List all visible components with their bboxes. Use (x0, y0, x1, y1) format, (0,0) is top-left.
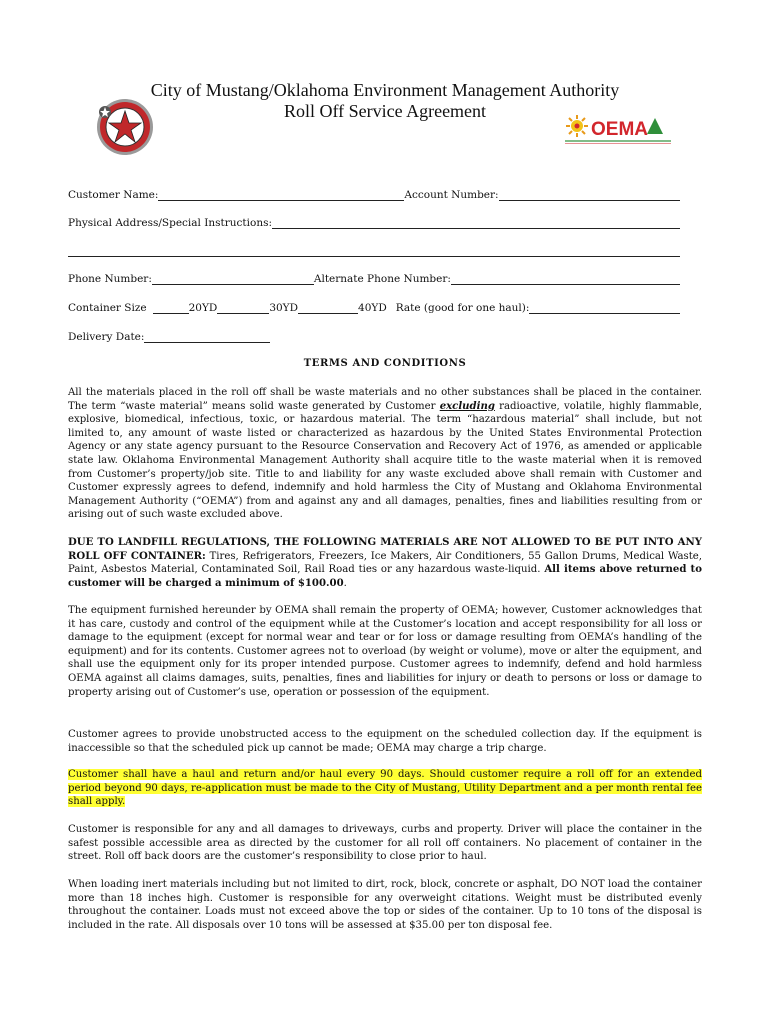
p2-bold-2: All items above returned to customer will be charged a minimum of $100.00 (68, 563, 702, 589)
oema-logo-icon (563, 113, 673, 147)
p1-excluding: excluding (439, 399, 495, 412)
size-40-field[interactable] (298, 301, 358, 314)
customer-name-field[interactable] (158, 188, 404, 201)
p2-bold: DUE TO LANDFILL REGULATIONS, THE FOLLOWING MATERIALS ARE NOT ALLOWED TO BE PUT INTO ANY ROLL OFF CONTAINER: (68, 536, 702, 562)
phone-field[interactable] (152, 272, 314, 285)
account-number-label: Account Number: (404, 189, 499, 201)
logo-text: OEMA (591, 119, 648, 140)
alt-phone-label: Alternate Phone Number: (313, 273, 451, 285)
p1-text-b: radioactive, volatile, highly flammable, explosive, biomedical, infectious, toxic, or hazardous material. The term “hazardous material” shall include, but not limited to, any amount of waste listed or characterized as hazardous by the United States Environmental Protection Agency or any state agency pursuant to the Resource Conservation and Recovery Act of 1976, as amended or applicable state law. Oklahoma Environmental Management Authority shall acquire title to the waste material when it is removed from Customer’s property/job site. Title to and liability for any waste excluded above shall remain with Customer and Customer expressly agrees to defend, indemnify and hold harmless the City of Mustang and Oklahoma Environmental Management Authority (“OEMA”) from and against any and all damages, penalties, fines and liabilities resulting from or arising out of such waste excluded above. (68, 400, 702, 521)
phone-row (68, 269, 680, 285)
alt-phone-field[interactable] (451, 272, 680, 285)
address-field[interactable] (272, 216, 680, 229)
p5-highlighted-text: Customer shall have a haul and return and/or haul every 90 days. Should customer require a roll off for an extended period beyond 90 days, re-application must be made to the City of Mustang, Utility Department and a per month rental fee shall apply. (68, 769, 702, 808)
address-field-line-2[interactable] (68, 244, 680, 257)
container-size-label: Container Size (68, 302, 147, 314)
delivery-date-label: Delivery Date: (68, 331, 145, 343)
terms-paragraph-7: When loading inert materials including but not limited to dirt, rock, block, concrete or asphalt, DO NOT load the container more than 18 inches high. Customer is responsible for any overweight citations. Weight must be distributed evenly throughout the container. Loads must not exceed above the top or sides of the container. Up to 10 tons of the disposal is included in the rate. All disposals over 10 tons will be assessed at $35.00 per ton disposal fee. (68, 879, 702, 931)
p2-text: Tires, Refrigerators, Freezers, Ice Makers, Air Conditioners, 55 Gallon Drums, Medical Waste, Paint, Asbestos Material, Contaminated Soil, Rail Road ties or any hazardous waste-liquid. (68, 550, 702, 576)
terms-paragraph-3: The equipment furnished hereunder by OEMA shall remain the property of OEMA; however, Customer acknowledges that it has care, custody and control of the equipment while at the Customer’s location and accept responsibility for all loss or damage to the equipment (except for normal wear and tear or for loss or damage resulting from OEMA’s handling of the equipment) and for its contents. Customer agrees not to overload (by weight or volume), move or alter the equipment, and shall use the equipment only for its proper intended purpose. Customer agrees to indemnify, defend and hold harmless OEMA against all claims damages, suits, penalties, fines and liabilities for injury or death to persons or loss or damage to property arising out of Customer’s use, operation or possession of the equipment. (68, 605, 702, 698)
address-row-2 (68, 241, 680, 257)
delivery-date-field[interactable] (144, 330, 270, 343)
delivery-date-row (68, 327, 680, 343)
p2-end: . (343, 577, 347, 589)
terms-paragraph-1 (68, 386, 702, 522)
size-20-label: 20YD (188, 302, 218, 314)
customer-name-row (68, 185, 680, 201)
size-30-field[interactable] (217, 301, 269, 314)
p1-text-a: All the materials placed in the roll off shall be waste materials and no other substances shall be placed in the container. The term “waste material” means solid waste generated by Customer (68, 387, 702, 412)
customer-name-label: Customer Name: (68, 189, 159, 201)
title-line-2: Roll Off Service Agreement (283, 101, 487, 121)
size-30-label: 30YD (269, 302, 299, 314)
size-40-label: 40YD (358, 302, 387, 314)
container-size-row (68, 298, 680, 314)
rate-field[interactable] (529, 301, 680, 314)
title-line-1: City of Mustang/Oklahoma Environment Management Authority (150, 80, 620, 100)
address-label: Physical Address/Special Instructions: (68, 217, 273, 229)
address-row (68, 213, 680, 229)
terms-paragraph-2 (68, 536, 702, 590)
terms-paragraph-6: Customer is responsible for any and all damages to driveways, curbs and property. Driver will place the container in the safest possible accessible area as directed by the customer for all roll off containers. No placement of container in the street. Roll off back doors are the customer’s responsibility to close prior to haul. (68, 824, 702, 863)
terms-heading: TERMS AND CONDITIONS (303, 358, 467, 369)
phone-label: Phone Number: (68, 273, 152, 285)
terms-paragraph-5 (68, 768, 702, 809)
rate-label: Rate (good for one haul): (395, 302, 530, 314)
account-number-field[interactable] (499, 188, 680, 201)
size-20-field[interactable] (153, 301, 189, 314)
terms-paragraph-4: Customer agrees to provide unobstructed access to the equipment on the scheduled collection day. If the equipment is inaccessible so that the scheduled pick up cannot be made; OEMA may charge a trip charge. (68, 729, 702, 754)
